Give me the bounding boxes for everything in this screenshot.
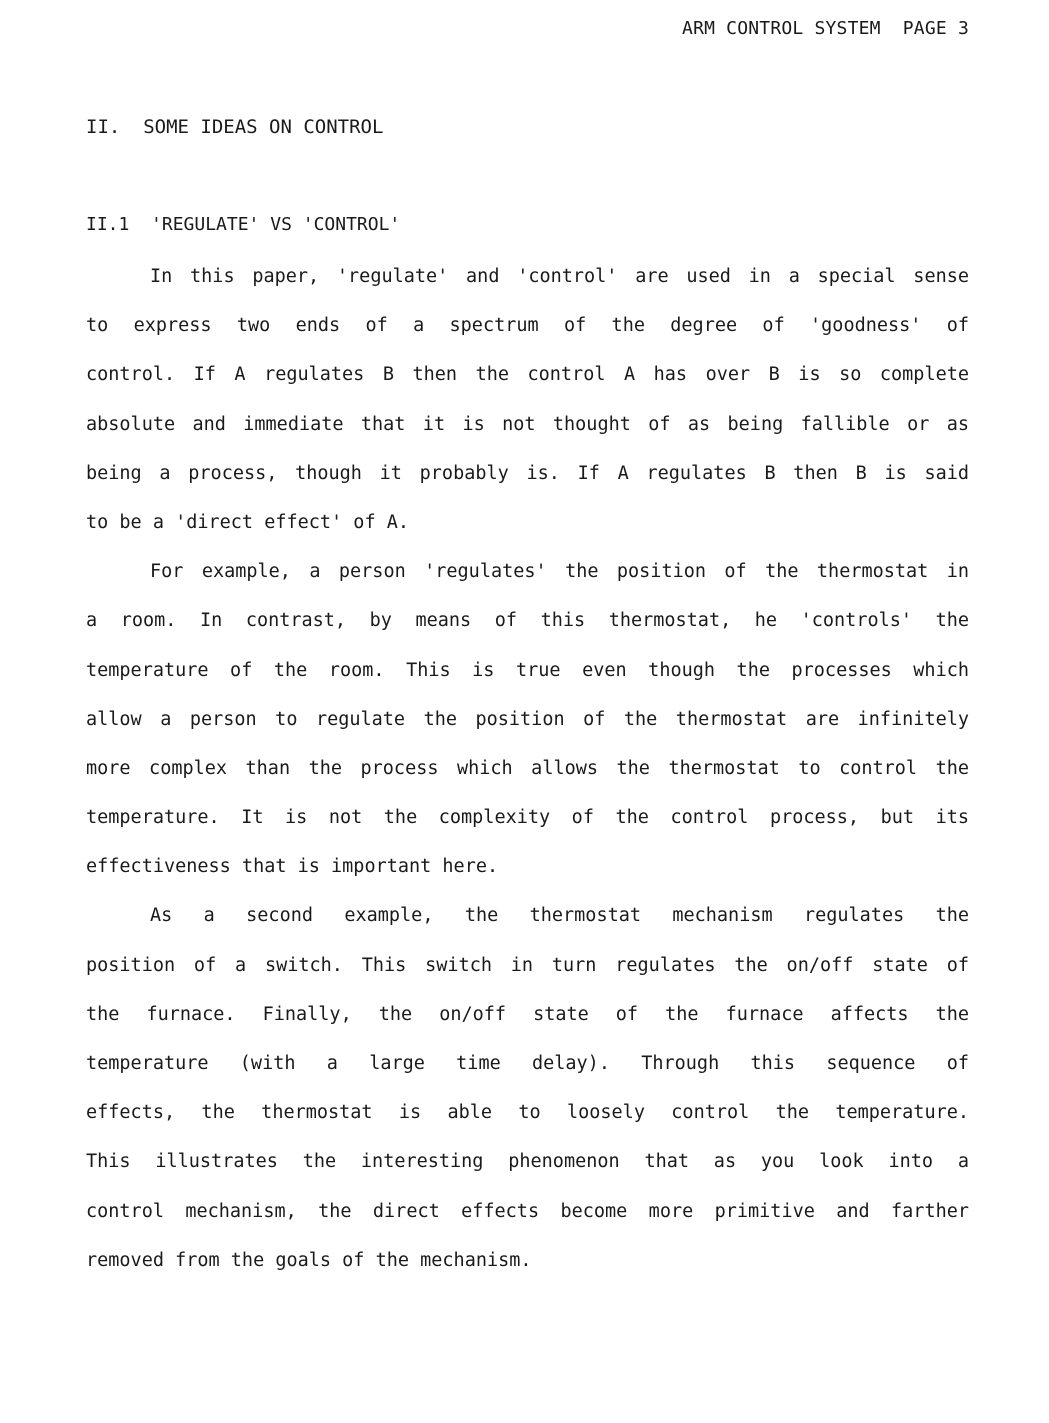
text-line: being a process, though it probably is. If A regulates B then B is said	[86, 462, 969, 484]
text-line: For example, a person 'regulates' the position of the thermostat in	[150, 561, 969, 583]
text-line: This illustrates the interesting phenomenon that as you look into a	[86, 1151, 969, 1173]
body-text	[86, 262, 969, 1295]
paragraph-2	[86, 557, 969, 901]
text-line: to express two ends of a spectrum of the degree of 'goodness' of	[86, 315, 969, 337]
text-line: As a second example, the thermostat mechanism regulates the	[150, 905, 969, 927]
text-line: to be a 'direct effect' of A.	[86, 511, 410, 533]
text-line: effects, the thermostat is able to loosely control the temperature.	[86, 1102, 969, 1124]
text-line: temperature of the room. This is true even though the processes which	[86, 659, 969, 681]
text-line: effectiveness that is important here.	[86, 856, 499, 878]
text-line: absolute and immediate that it is not thought of as being fallible or as	[86, 413, 969, 435]
text-line: more complex than the process which allows the thermostat to control the	[86, 757, 969, 779]
paragraph-3	[86, 901, 969, 1295]
text-line: allow a person to regulate the position of the thermostat are infinitely	[86, 708, 969, 730]
text-line: temperature. It is not the complexity of the control process, but its	[86, 807, 969, 829]
text-line: removed from the goals of the mechanism.	[86, 1249, 532, 1271]
text-line: the furnace. Finally, the on/off state of the furnace affects the	[86, 1003, 969, 1025]
text-line: control. If A regulates B then the control A has over B is so complete	[86, 364, 969, 386]
text-line: control mechanism, the direct effects become more primitive and farther	[86, 1200, 969, 1222]
paragraph-1	[86, 262, 969, 557]
subsection-heading: II.1 'REGULATE' VS 'CONTROL'	[86, 214, 401, 235]
text-line: temperature (with a large time delay). Through this sequence of	[86, 1053, 969, 1074]
running-header: ARM CONTROL SYSTEM PAGE 3	[682, 18, 969, 39]
text-line: a room. In contrast, by means of this thermostat, he 'controls' the	[86, 610, 969, 632]
text-line: position of a switch. This switch in turn regulates the on/off state of	[86, 954, 969, 976]
text-line: In this paper, 'regulate' and 'control' are used in a special sense	[150, 266, 969, 287]
section-heading: II. SOME IDEAS ON CONTROL	[86, 116, 384, 138]
